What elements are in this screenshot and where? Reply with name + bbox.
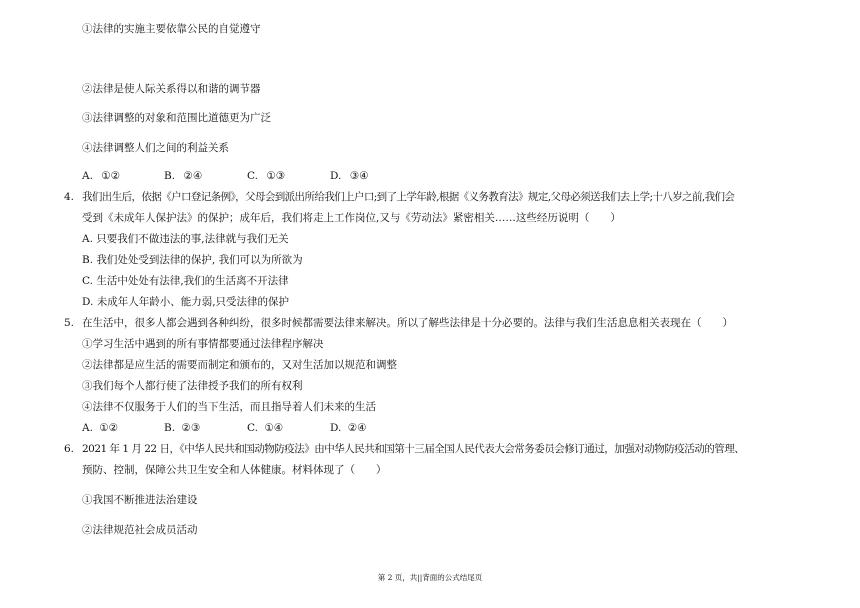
q4-stem-line-1: 我们出生后，依据《户口登记条例》，父母会到派出所给我们上户口;到了上学年龄,根据《义务教育法》规定,父母必须送我们去上学;十八岁之前,我们会 [82,191,735,203]
q5-option-a [82,421,118,435]
q5-option-b [164,421,200,435]
option-letter: A. [82,422,93,434]
q6-stem-line-2: 预防、控制，保障公共卫生安全和人体健康。材料体现了（ ） [82,464,387,476]
option-text: ①② [101,170,121,182]
option-text: ①② [99,422,119,434]
q5-option-d [330,421,367,435]
q3-item-1: ①法律的实施主要依靠公民的自觉遵守 [82,23,261,35]
q3-option-b [164,169,202,183]
q4-stem-line-2: 受到《未成年人保护法》的保护；成年后，我们将走上工作岗位,又与《劳动法》紧密相关……这些经历说明（ ） [82,212,621,224]
option-letter: B. [164,422,176,434]
q3-item-4: ④法律调整人们之间的利益关系 [82,142,229,154]
q3-item-2: ②法律是使人际关系得以和谐的调节器 [82,83,261,95]
q5-item-3: ③我们每个人都行使了法律授予我们的所有权利 [82,380,303,392]
q6-item-2: ②法律规范社会成员活动 [82,524,198,536]
q4-option-c: C. 生活中处处有法律,我们的生活离不开法律 [82,275,289,287]
option-text: ②③ [181,422,201,434]
option-letter: D. [330,422,342,434]
q6-item-1: ①我国不断推进法治建设 [82,494,198,506]
q6-number: 6. [64,443,75,455]
page-footer: 第 2 页，共||背面的公式结尾页 [377,573,483,582]
q3-option-c [247,169,285,183]
q6-stem-line-1: 2021 年 1 月 22 日，《中华人民共和国动物防疫法》由中华人民共和国第十三届全国人民代表大会常务委员会修订通过，加强对动物防疫活动的管理、 [82,443,745,455]
q4-number: 4. [64,191,75,203]
q3-option-a [82,169,120,183]
option-text: ②④ [183,170,203,182]
option-text: ①④ [264,422,284,434]
option-letter: A. [82,170,93,182]
option-letter: C. [247,422,258,434]
q5-item-2: ②法律都是应生活的需要而制定和颁布的，又对生活加以规范和调整 [82,359,397,371]
option-letter: B. [164,170,176,182]
option-text: ③④ [349,170,369,182]
option-letter: C. [247,170,258,182]
q5-item-1: ①学习生活中遇到的所有事情都要通过法律程序解决 [82,338,324,350]
q5-option-c [247,421,283,435]
q3-item-3: ③法律调整的对象和范围比道德更为广泛 [82,112,271,124]
option-letter: D. [330,170,342,182]
q5-number: 5. [64,317,75,329]
option-text: ②④ [347,422,367,434]
option-text: ①③ [266,170,286,182]
q3-option-d [330,169,369,183]
q4-option-b: B. 我们处处受到法律的保护, 我们可以为所欲为 [82,254,303,266]
q5-stem: 在生活中，很多人都会遇到各种纠纷，很多时候都需要法律来解决。所以了解些法律是十分必要的。法律与我们生活息息相关表现在（ ） [82,317,733,329]
q4-option-d: D. 未成年人年龄小、能力弱,只受法律的保护 [82,296,290,308]
q4-option-a: A. 只要我们不做违法的事,法律就与我们无关 [82,233,289,245]
q5-item-4: ④法律不仅服务于人们的当下生活，而且指导着人们未来的生活 [82,401,376,413]
